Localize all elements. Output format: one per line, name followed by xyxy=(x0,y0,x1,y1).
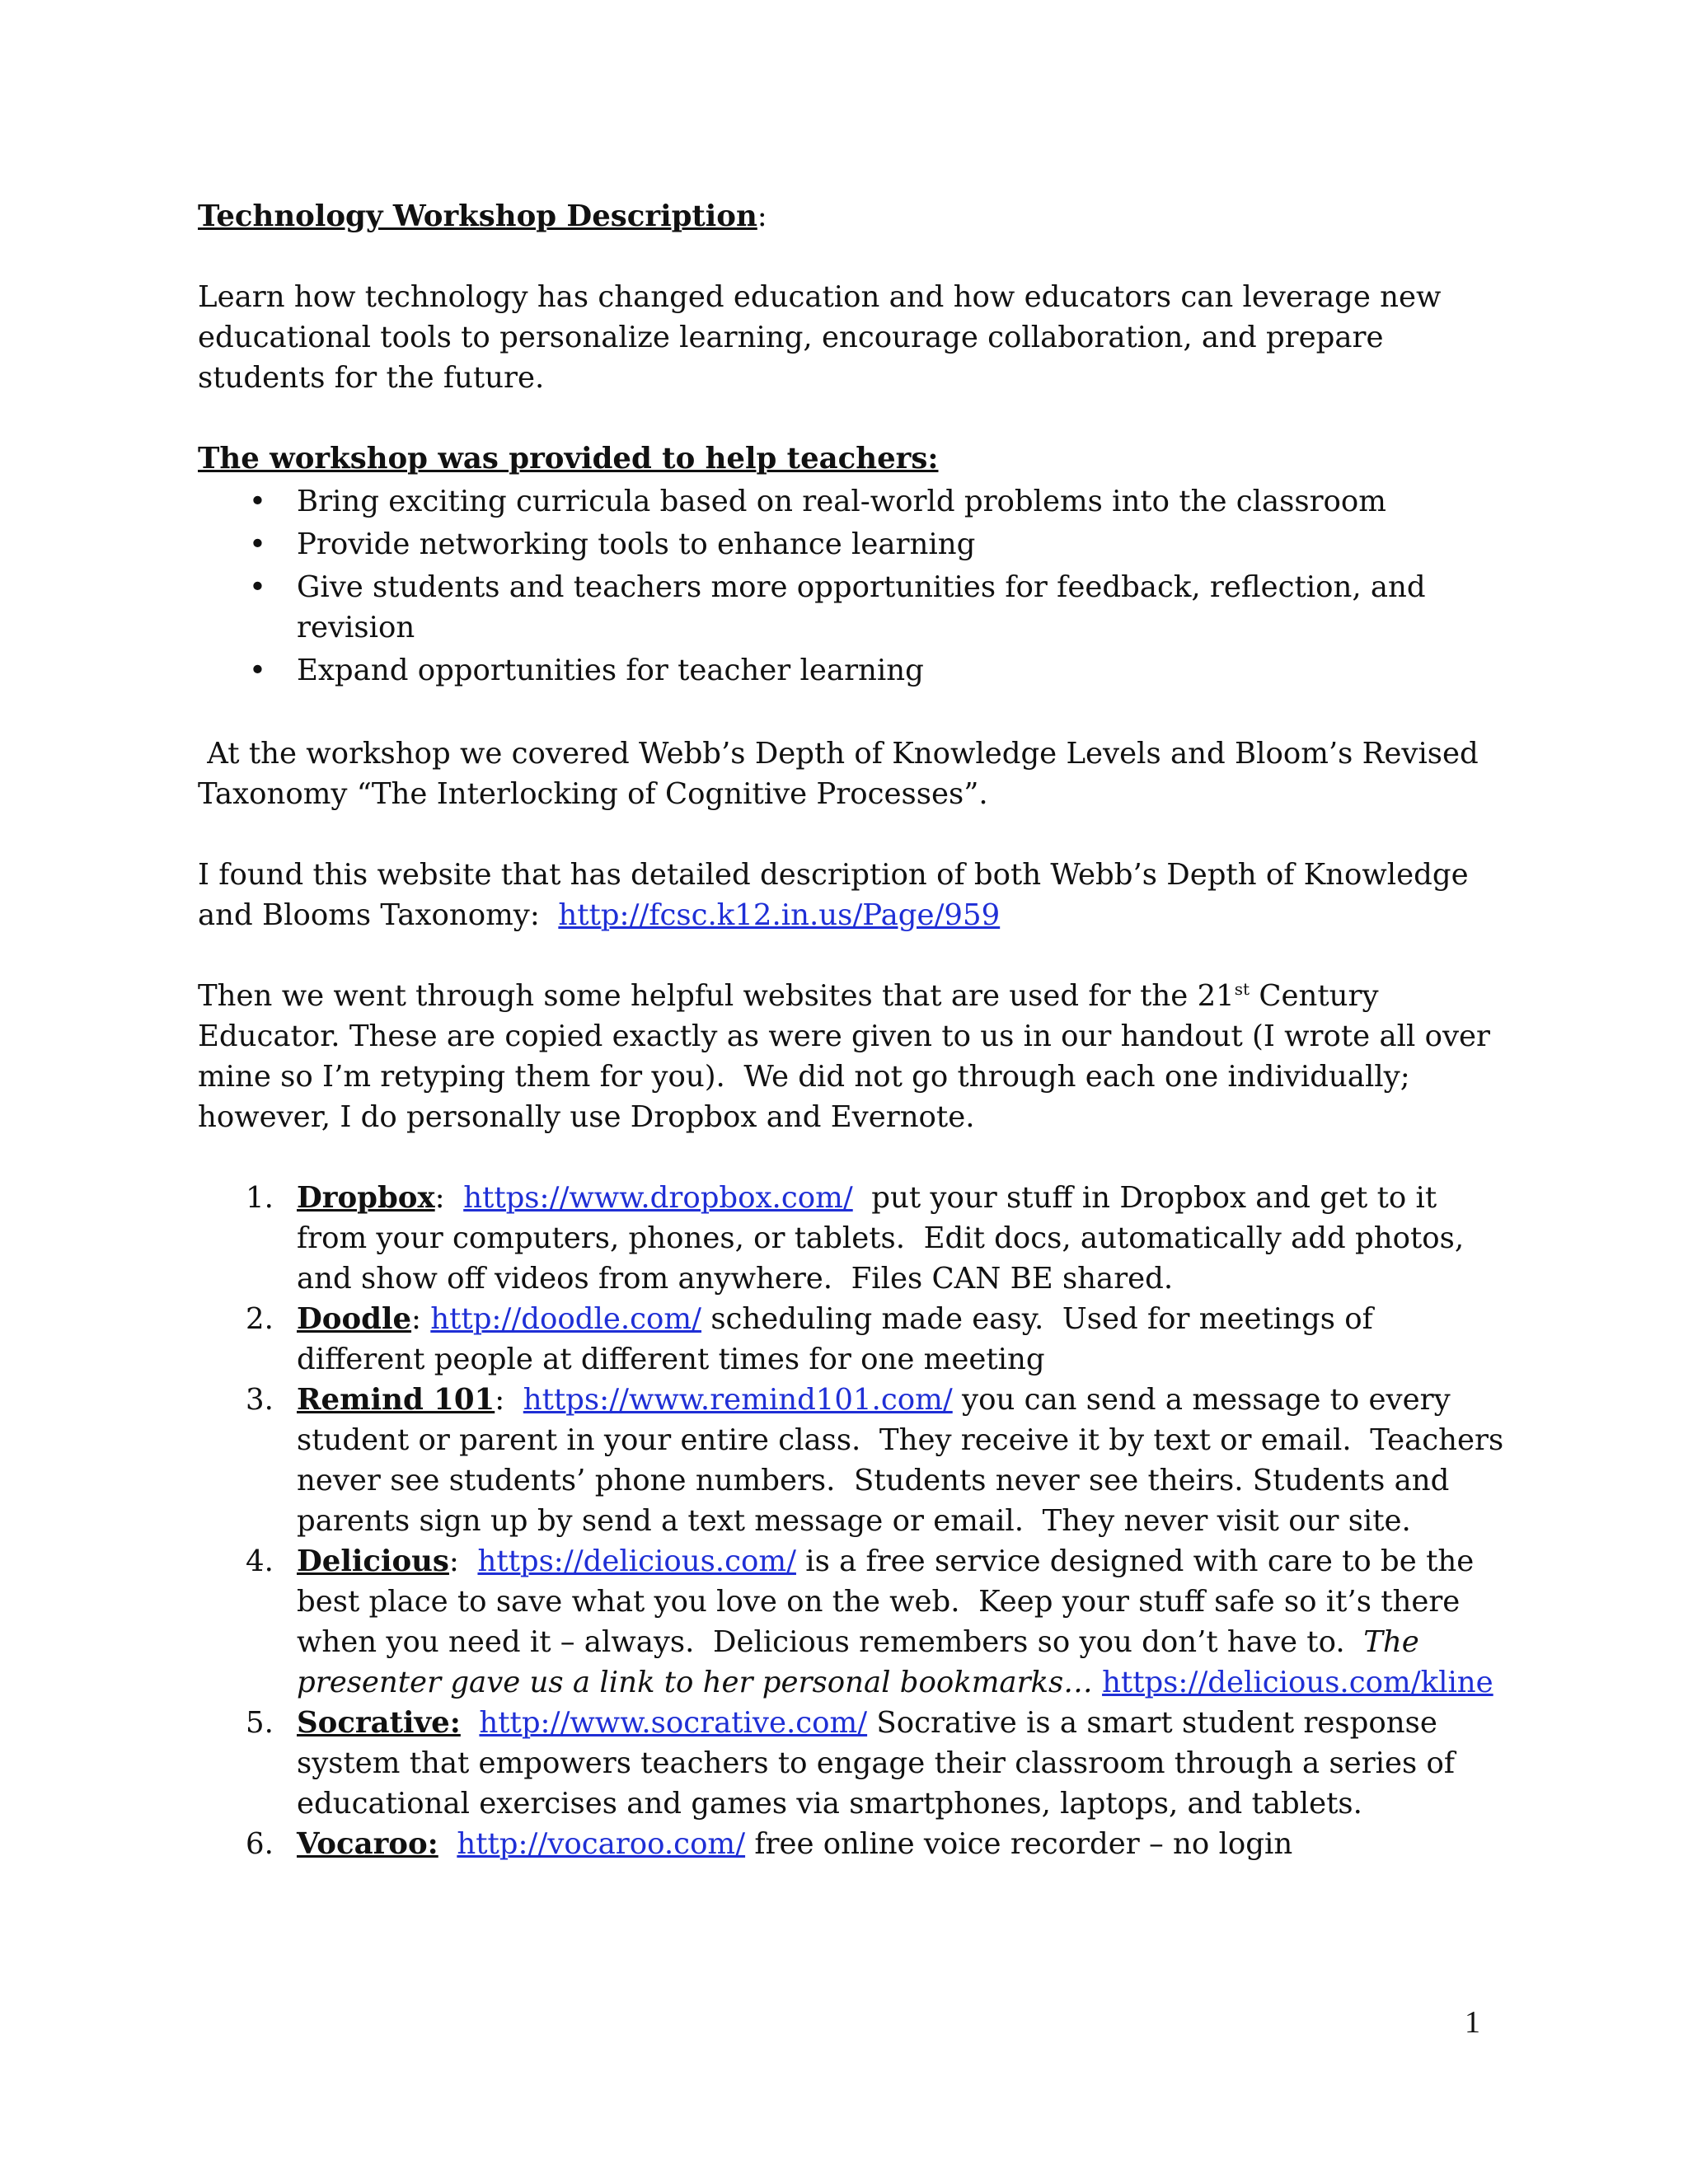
then-paragraph xyxy=(198,976,1508,1137)
bullet-item xyxy=(198,650,1508,691)
bullet-text: Give students and teachers more opportunities for feedback, reflection, and revision xyxy=(297,570,1426,644)
spacer xyxy=(198,398,1508,438)
document-page xyxy=(198,196,1513,1864)
then-text-end: Century Educator. These are copied exactly as were given to us in our handout (I wrote all over mine so I’m retyping them for you). We did not go through each one individually; however, I do personally use Dropbox and Evernote. xyxy=(198,979,1500,1134)
tool-description: scheduling made easy. Used for meetings of different people at different times for one meeting xyxy=(297,1302,1383,1376)
remind101-link[interactable]: https://www.remind101.com/ xyxy=(523,1383,953,1417)
bullet-text: Bring exciting curricula based on real-world problems into the classroom xyxy=(297,485,1386,518)
covered-paragraph: At the workshop we covered Webb’s Depth of Knowledge Levels and Bloom’s Revised Taxonomy “The Interlocking of Cognitive Processes”. xyxy=(198,737,1489,811)
tools-list xyxy=(198,1178,1513,1864)
bullet-dot-icon: • xyxy=(249,485,266,518)
bullet-dot-icon: • xyxy=(249,570,266,604)
website-text: I found this website that has detailed description of both Webb’s Depth of Knowledge and Blooms Taxonomy: xyxy=(198,858,1478,932)
bullet-item xyxy=(198,567,1508,648)
intro-paragraph: Learn how technology has changed education and how educators can leverage new educational tools to personalize learning, encourage collaboration, and prepare students for the future. xyxy=(198,280,1442,395)
bullet-text: Provide networking tools to enhance learning xyxy=(297,527,976,561)
help-heading: The workshop was provided to help teachers: xyxy=(198,442,939,476)
list-number: 6. xyxy=(246,1827,274,1861)
tool-sep xyxy=(461,1706,480,1740)
tool-sep: : xyxy=(448,1544,478,1578)
tool-sep: : xyxy=(434,1181,464,1215)
tool-name: Doodle xyxy=(297,1302,412,1336)
tool-description: you can send a message to every student or parent in your entire class. They receive it by text or email. Teachers never see students’ phone numbers. Students never see theirs. Students and parents sign up by send a text message or email. They never visit our site. xyxy=(297,1383,1513,1538)
dropbox-link[interactable]: https://www.dropbox.com/ xyxy=(463,1181,853,1215)
tool-sep: : xyxy=(495,1383,523,1417)
ordinal-superscript: st xyxy=(1234,979,1250,1000)
tool-item-doodle xyxy=(198,1299,1508,1380)
spacer xyxy=(198,1137,1508,1178)
tool-item-socrative xyxy=(198,1703,1508,1824)
doodle-link[interactable]: http://doodle.com/ xyxy=(430,1302,702,1336)
tool-name: Dropbox xyxy=(297,1181,435,1215)
fcsc-link[interactable]: http://fcsc.k12.in.us/Page/959 xyxy=(558,898,1001,932)
tool-item-remind101 xyxy=(198,1380,1513,1541)
tool-description: is a free service designed with care to be the best place to save what you love on the web. Keep your stuff safe so it’s there when you need it – always. Delicious remembers so you don’t have to. xyxy=(297,1544,1484,1659)
tool-item-delicious xyxy=(198,1541,1508,1703)
then-text-start: Then we went through some helpful websites that are used for the 21 xyxy=(198,979,1235,1013)
delicious-kline-link[interactable]: https://delicious.com/kline xyxy=(1102,1666,1493,1699)
tool-name: Delicious xyxy=(297,1544,449,1578)
tool-item-vocaroo xyxy=(198,1824,1508,1864)
tool-sep: : xyxy=(411,1302,431,1336)
bullet-dot-icon: • xyxy=(249,654,266,687)
tool-description: put your stuff in Dropbox and get to it from your computers, phones, or tablets. Edit docs, automatically add photos, and show off videos from anywhere. Files CAN BE shared. xyxy=(297,1181,1474,1296)
tool-item-dropbox xyxy=(198,1178,1508,1299)
tool-description: free online voice recorder – no login xyxy=(745,1827,1293,1861)
tool-sep xyxy=(438,1827,457,1861)
list-number: 2. xyxy=(246,1302,274,1336)
website-paragraph xyxy=(198,855,1508,935)
spacer xyxy=(198,814,1508,855)
tool-description: Socrative is a smart student response system that empowers teachers to engage their classroom through a series of educational exercises and games via smartphones, laptops, and tablets. xyxy=(297,1706,1465,1821)
spacer xyxy=(198,237,1508,277)
vocaroo-link[interactable]: http://vocaroo.com/ xyxy=(457,1827,746,1861)
page-number: 1 xyxy=(1465,2005,1480,2040)
bullet-item xyxy=(198,481,1508,522)
bullet-item xyxy=(198,524,1508,565)
spacer xyxy=(198,935,1508,976)
tool-name: Socrative: xyxy=(297,1706,461,1740)
document-title: Technology Workshop Description xyxy=(198,199,757,233)
socrative-link[interactable]: http://www.socrative.com/ xyxy=(479,1706,868,1740)
list-number: 3. xyxy=(246,1383,274,1417)
help-bullet-list xyxy=(198,481,1508,691)
bullet-text: Expand opportunities for teacher learning xyxy=(297,654,924,687)
link-spacer xyxy=(1093,1666,1102,1699)
title-colon: : xyxy=(757,199,767,233)
list-number: 5. xyxy=(246,1706,274,1740)
spacer xyxy=(198,693,1508,733)
list-number: 1. xyxy=(246,1181,274,1215)
presenter-note: The presenter gave us a link to her personal bookmarks… xyxy=(297,1625,1429,1699)
list-number: 4. xyxy=(246,1544,274,1578)
document-title-line xyxy=(198,196,1508,237)
delicious-link[interactable]: https://delicious.com/ xyxy=(477,1544,796,1578)
tool-name: Remind 101 xyxy=(297,1383,495,1417)
bullet-dot-icon: • xyxy=(249,527,266,561)
tool-name: Vocaroo: xyxy=(297,1827,438,1861)
